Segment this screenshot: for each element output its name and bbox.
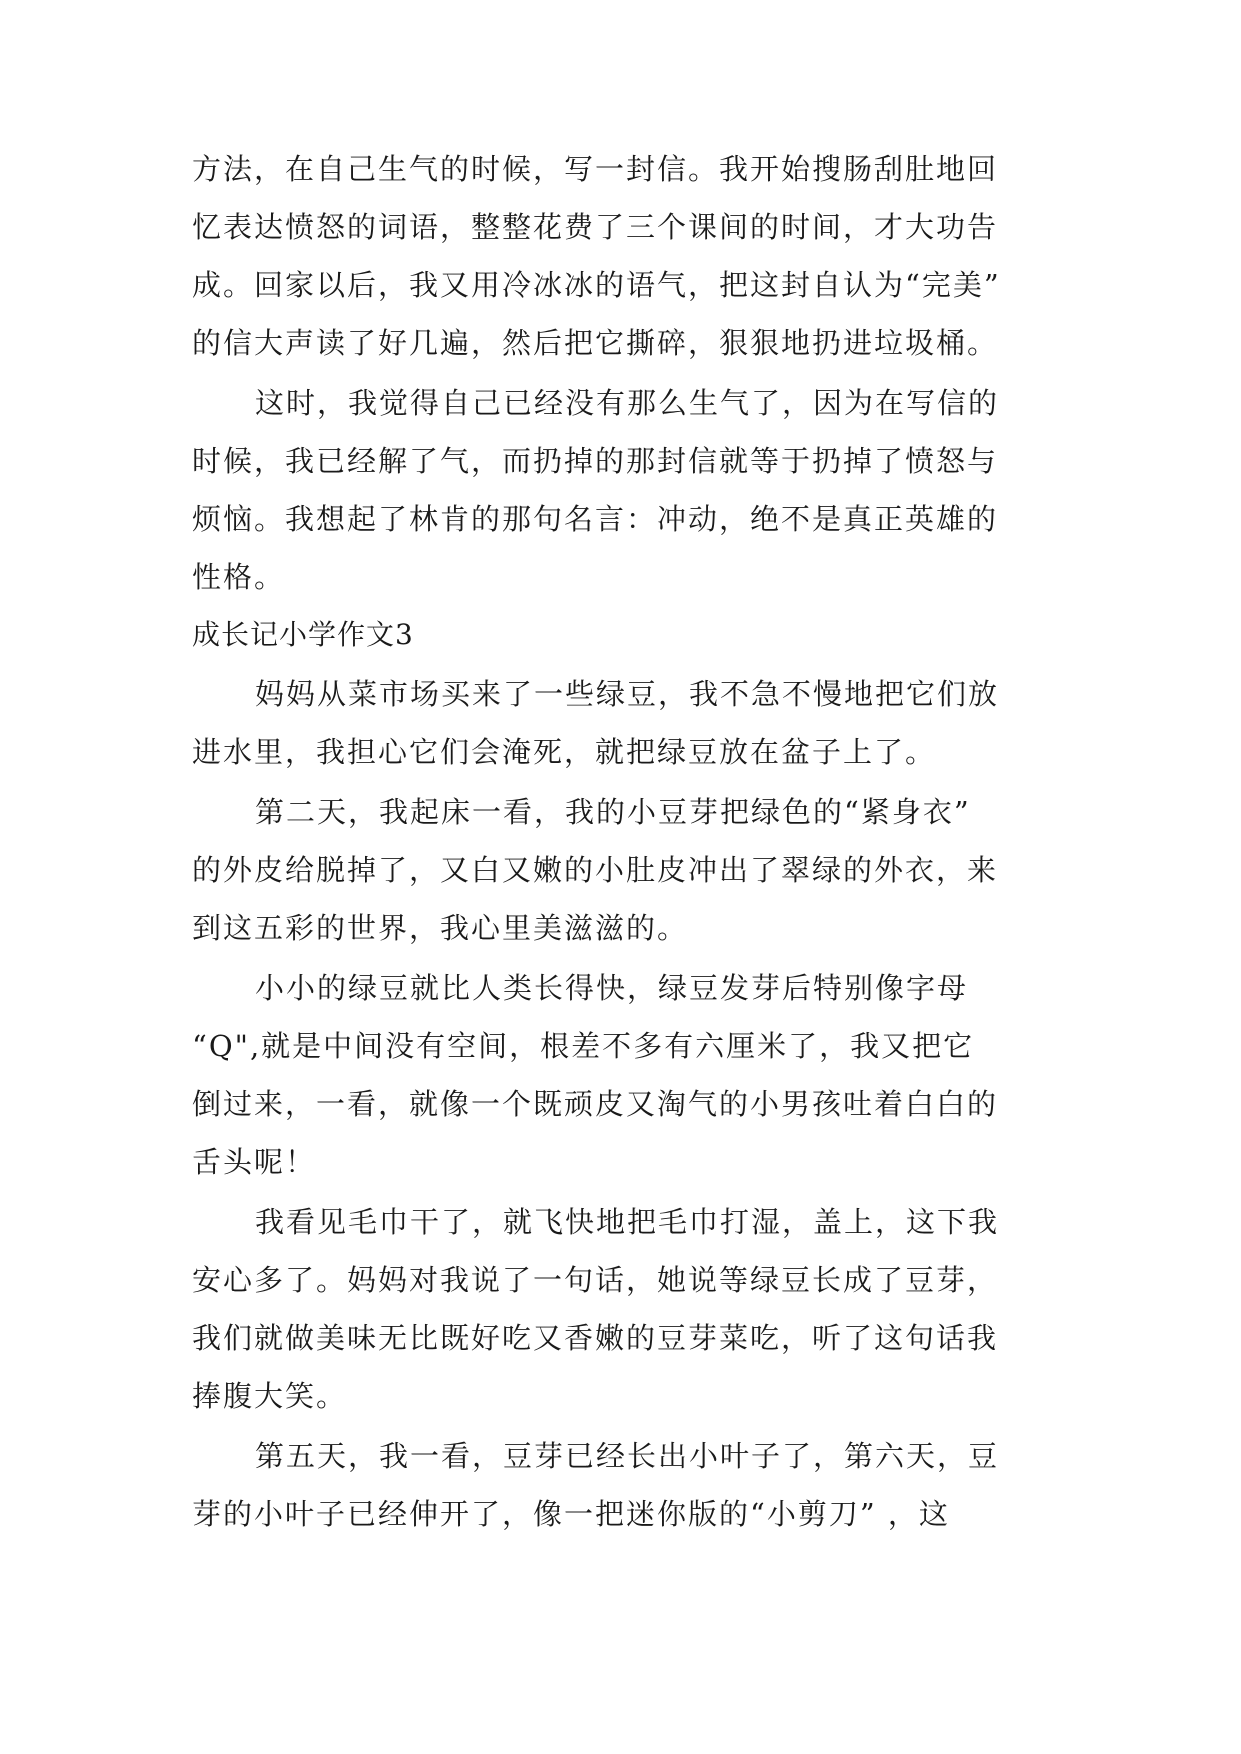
paragraph-line: 第五天，我一看，豆芽已经长出小叶子了，第六天，豆 xyxy=(255,1439,1000,1473)
paragraph-line: 倒过来，一看，就像一个既顽皮又淘气的小男孩吐着白白的 xyxy=(192,1087,999,1121)
paragraph-line: 舌头呢！ xyxy=(192,1145,317,1179)
section-heading: 成长记小学作文3 xyxy=(192,618,414,651)
paragraph-line: 时候，我已经解了气，而扔掉的那封信就等于扔掉了愤怒与 xyxy=(192,444,999,478)
paragraph-line: 我看见毛巾干了，就飞快地把毛巾打湿，盖上，这下我 xyxy=(255,1205,1000,1239)
paragraph-line: 第二天，我起床一看，我的小豆芽把绿色的“紧身衣” xyxy=(255,795,971,829)
paragraph-line: 成。回家以后，我又用冷冰冰的语气，把这封自认为“完美” xyxy=(192,268,1001,302)
paragraph-line: 性格。 xyxy=(192,560,286,594)
paragraph-line: 烦恼。我想起了林肯的那句名言：冲动，绝不是真正英雄的 xyxy=(192,502,999,536)
paragraph-line: 的外皮给脱掉了，又白又嫩的小肚皮冲出了翠绿的外衣，来 xyxy=(192,853,999,887)
paragraph-line: 芽的小叶子已经伸开了，像一把迷你版的“小剪刀” ，这 xyxy=(192,1497,950,1531)
paragraph-line: 忆表达愤怒的词语，整整花费了三个课间的时间，才大功告 xyxy=(192,210,999,244)
paragraph-line: 到这五彩的世界，我心里美滋滋的。 xyxy=(192,911,689,945)
paragraph-line: 进水里，我担心它们会淹死，就把绿豆放在盆子上了。 xyxy=(192,735,937,769)
paragraph-line: 这时，我觉得自己已经没有那么生气了，因为在写信的 xyxy=(255,386,1000,420)
paragraph-line: 小小的绿豆就比人类长得快，绿豆发芽后特别像字母 xyxy=(255,971,969,1005)
paragraph-line: 我们就做美味无比既好吃又香嫩的豆芽菜吃，听了这句话我 xyxy=(192,1321,999,1355)
paragraph-line: 捧腹大笑。 xyxy=(192,1379,348,1413)
paragraph-line: “Q",就是中间没有空间，根差不多有六厘米了，我又把它 xyxy=(192,1029,975,1063)
paragraph-line: 方法，在自己生气的时候，写一封信。我开始搜肠刮肚地回 xyxy=(192,152,999,186)
paragraph-line: 安心多了。妈妈对我说了一句话，她说等绿豆长成了豆芽， xyxy=(192,1263,999,1297)
paragraph-line: 的信大声读了好几遍，然后把它撕碎，狠狠地扔进垃圾桶。 xyxy=(192,326,999,360)
paragraph-line: 妈妈从菜市场买来了一些绿豆，我不急不慢地把它们放 xyxy=(255,677,1000,711)
